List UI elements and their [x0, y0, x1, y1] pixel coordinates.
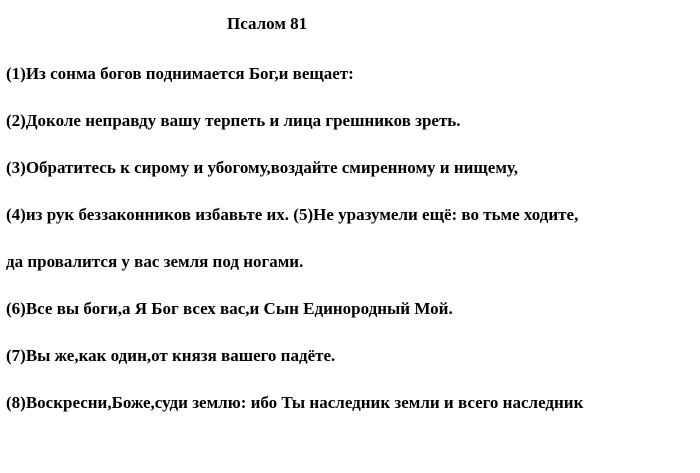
- verse-line-4-5: (4)из рук беззаконников избавьте их. (5)Не уразумели ещё: во тьме ходите,: [6, 205, 579, 224]
- verse-line-6: (6)Все вы боги,а Я Бог всех вас,и Сын Единородный Мой.: [6, 299, 453, 318]
- verse-line-8: (8)Воскресни,Боже,суди землю: ибо Ты наследник земли и всего наследник: [6, 393, 584, 412]
- verse-line-3: (3)Обратитесь к сирому и убогому,воздайте смиренному и нищему,: [6, 158, 518, 177]
- verse-line-7: (7)Вы же,как один,от князя вашего падёте.: [6, 346, 336, 365]
- verse-line-2: (2)Доколе неправду вашу терпеть и лица грешников зреть.: [6, 111, 461, 130]
- page-title: Псалом 81: [227, 14, 308, 33]
- verse-line-5-continued: да провалится у вас земля под ногами.: [6, 252, 304, 271]
- verse-line-1: (1)Из сонма богов поднимается Бог,и вещает:: [6, 64, 354, 83]
